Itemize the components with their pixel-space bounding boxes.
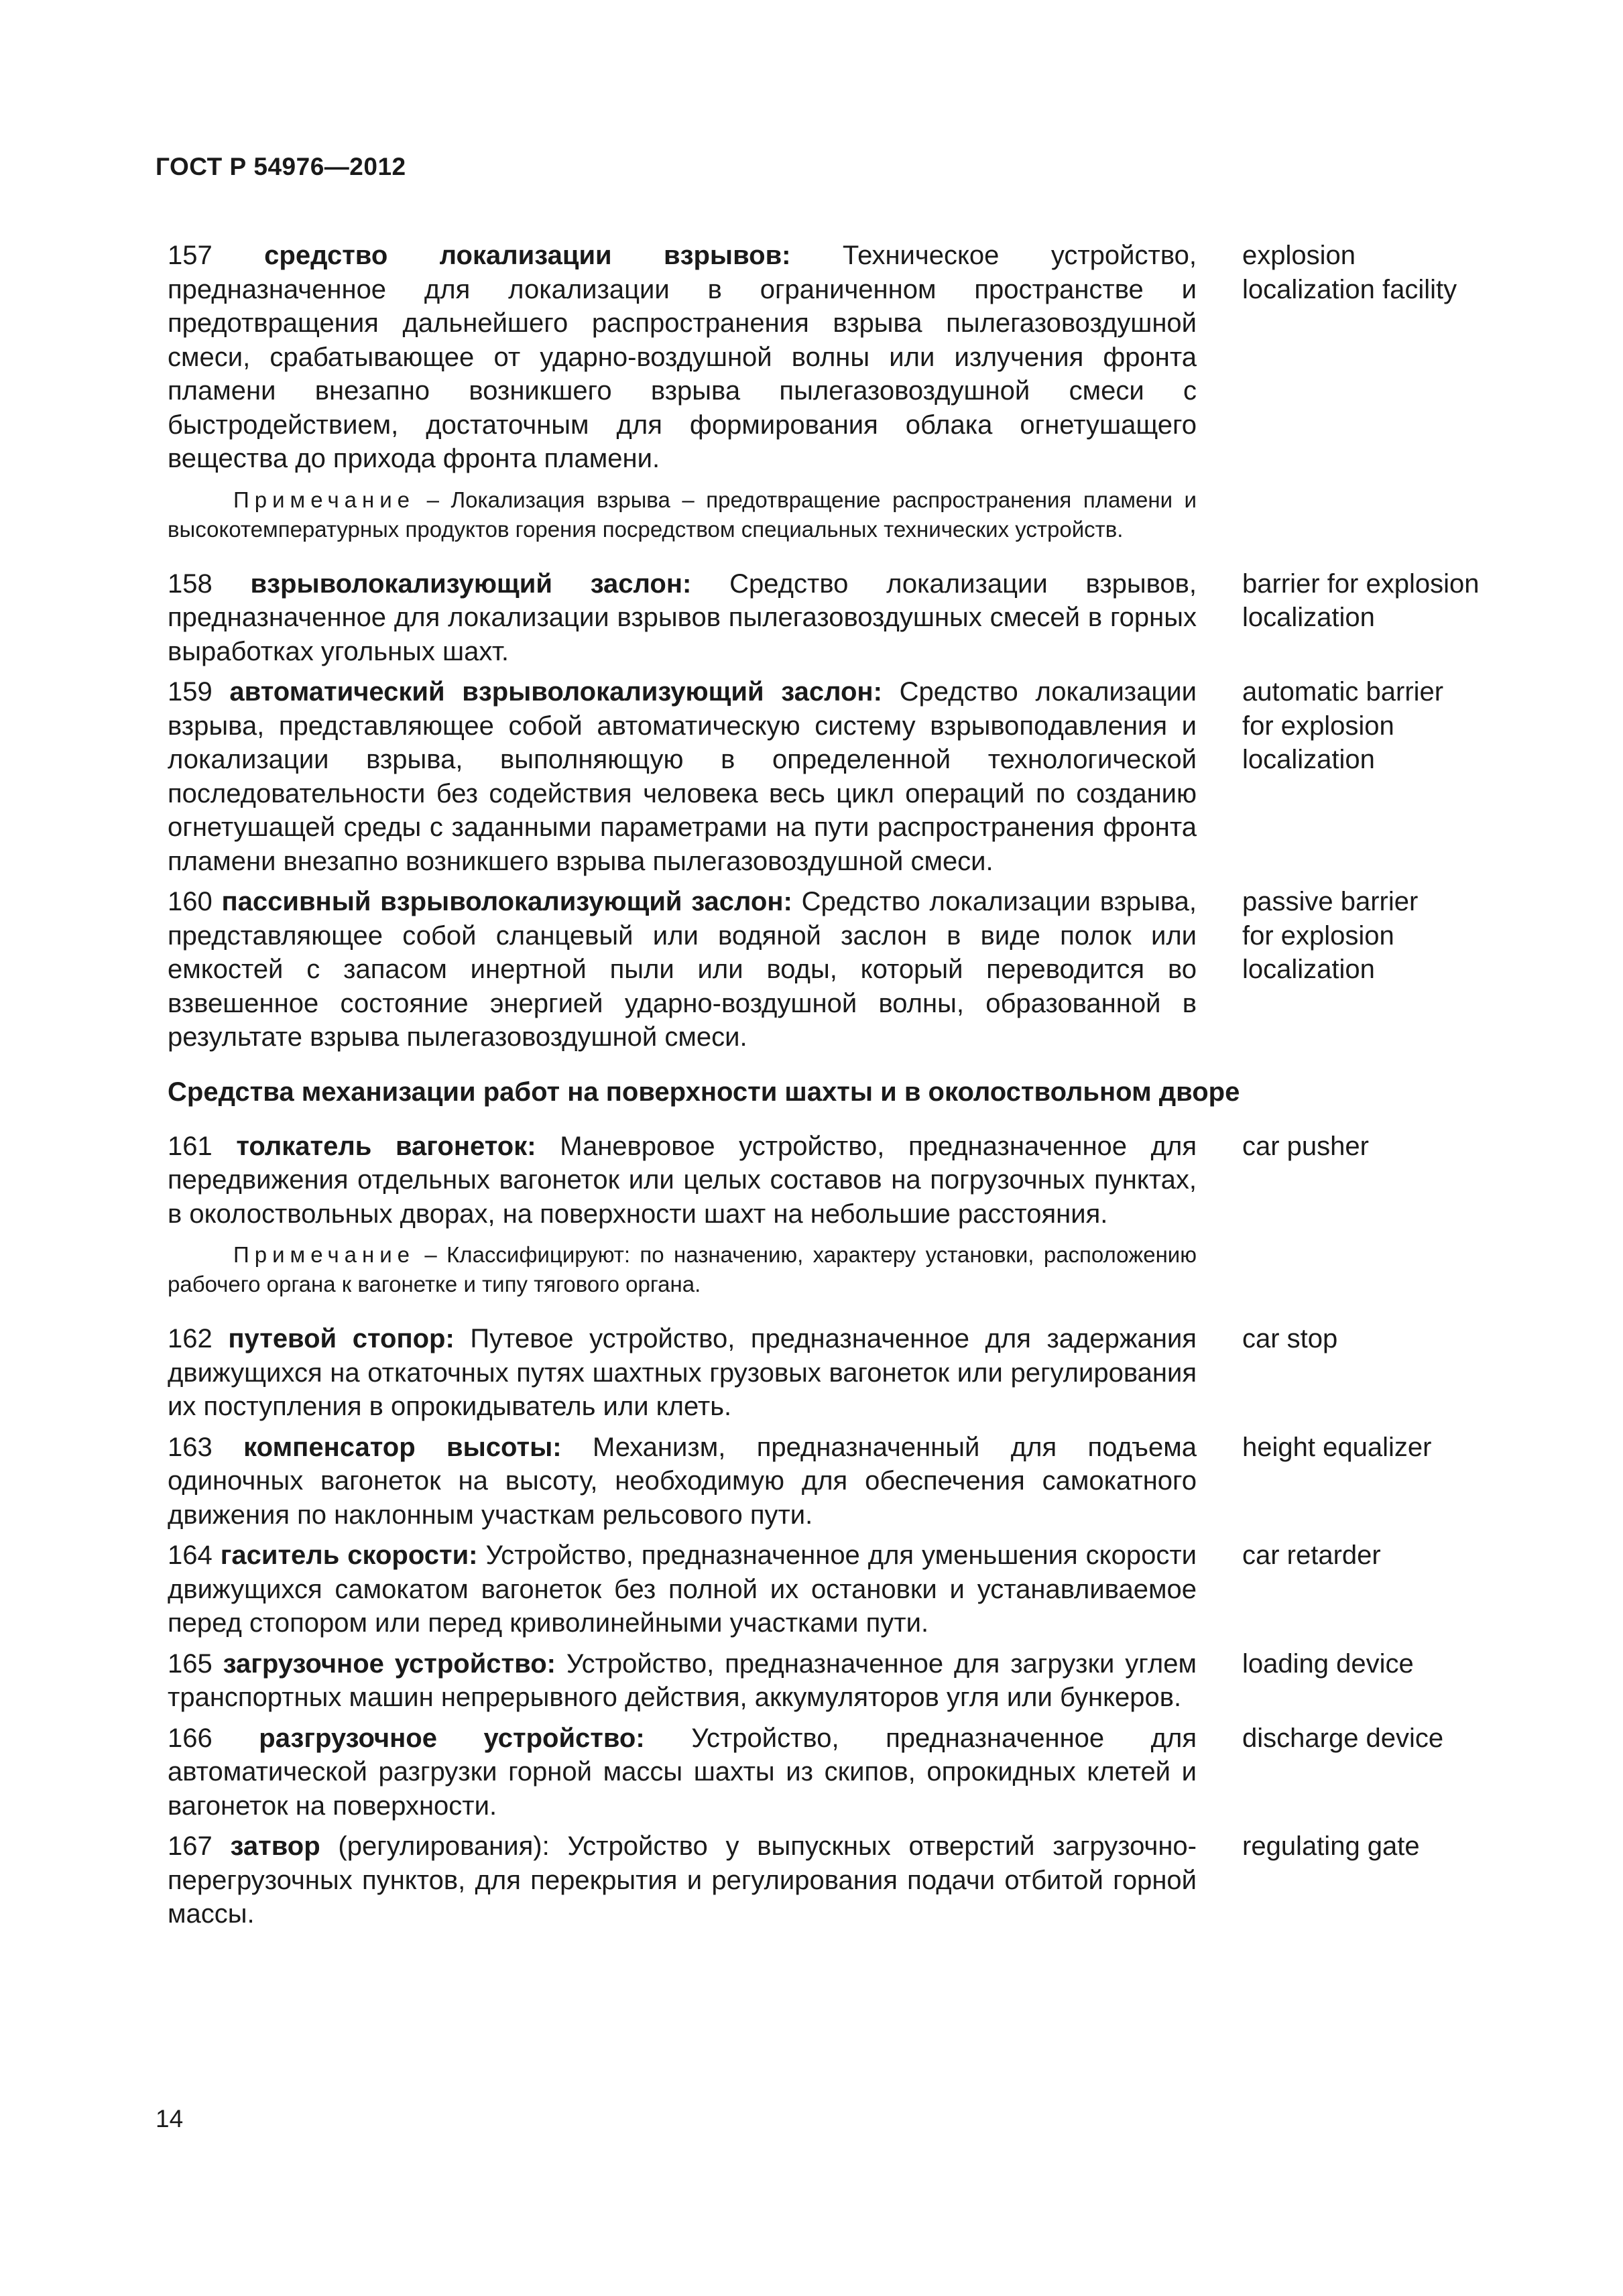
term-number: 162 bbox=[168, 1324, 213, 1353]
term-entry bbox=[168, 1431, 1528, 1532]
term-definition-block bbox=[168, 1538, 1197, 1640]
term-entry bbox=[168, 885, 1528, 1054]
term-name: разгрузочное устройство: bbox=[259, 1723, 645, 1753]
term-name: затвор bbox=[230, 1831, 320, 1861]
term-definition-block bbox=[168, 1721, 1197, 1823]
term-definition-block bbox=[168, 675, 1197, 878]
term-name: пассивный взрыволокализующий заслон: bbox=[221, 887, 792, 916]
term-name: загрузочное устройство: bbox=[223, 1648, 556, 1679]
term-name: средство локализации взрывов: bbox=[264, 241, 791, 270]
term-definition: Средство локализации взрывов, предназначенное для локализации взрывов пылегазовоздушных смесей в горных выработках угольных шахт. bbox=[168, 568, 1197, 666]
english-equivalent: car pusher bbox=[1242, 1131, 1369, 1161]
term-definition: Механизм, предназначенный для подъема одиночных вагонеток на высоту, необходимую для обеспечения самокатного движения по наклонным участкам рельсового пути. bbox=[168, 1432, 1197, 1530]
term-number: 166 bbox=[168, 1723, 213, 1753]
term-number: 163 bbox=[168, 1432, 213, 1462]
term-entry bbox=[168, 1647, 1528, 1715]
term-entry bbox=[168, 1130, 1528, 1231]
term-definition: Устройство, предназначенное для уменьшения скорости движущихся самокатом вагонеток без полной их остановки и устанавливаемое перед стопором или перед криволинейными участками пути. bbox=[168, 1540, 1197, 1638]
note-text: – Классифицируют: по назначению, характеру установки, расположению рабочего органа к вагонетке и типу тягового органа. bbox=[168, 1242, 1197, 1296]
term-definition: Техническое устройство, предназначенное для локализации в ограниченном пространстве и предотвращения дальнейшего распространения взрыва пылегазовоздушной смеси, срабатывающее от ударно-воздушной волны или излучения фронта пламени внезапно возникшего взрыва пылегазовоздушной смеси с быстродействием, достаточным для формирования облака огнетушащего вещества до прихода фронта пламени. bbox=[168, 241, 1197, 473]
term-definition-block bbox=[168, 1322, 1197, 1424]
term-entry bbox=[168, 239, 1528, 476]
term-definition: (регулирования): Устройство у выпускных отверстий загрузочно-перегрузочных пунктов, для перекрытия и регулирования подачи отбитой горной массы. bbox=[168, 1831, 1197, 1929]
english-equivalent: passive barrier for explosion localization bbox=[1242, 887, 1419, 984]
term-name: толкатель вагонеток: bbox=[236, 1131, 536, 1161]
term-entry bbox=[168, 1721, 1528, 1823]
term-name: взрыволокализующий заслон: bbox=[250, 568, 692, 599]
note bbox=[168, 1240, 1197, 1299]
term-number: 159 bbox=[168, 677, 213, 707]
term-definition: Устройство, предназначенное для автоматической разгрузки горной массы шахты из скипов, опрокидных клетей и вагонеток на поверхности. bbox=[168, 1723, 1197, 1821]
term-entry bbox=[168, 1829, 1528, 1931]
term-number: 158 bbox=[168, 568, 213, 599]
term-name: гаситель скорости: bbox=[220, 1540, 478, 1570]
term-number: 161 bbox=[168, 1131, 213, 1161]
term-definition-block bbox=[168, 885, 1197, 1054]
term-group bbox=[168, 1322, 1528, 1931]
note-label: Примечание bbox=[233, 487, 416, 512]
english-equivalent: barrier for explosion localization bbox=[1242, 568, 1480, 632]
term-definition: Средство локализации взрыва, представляющее собой сланцевый или водяной заслон в виде полок или емкостей с запасом инертной пыли или воды, который переводится во взвешенное состояние энергией ударно-воздушной волны, образованной в результате взрыва пылегазовоздушной смеси. bbox=[168, 887, 1197, 1052]
term-number: 165 bbox=[168, 1648, 213, 1679]
english-equivalent: car retarder bbox=[1242, 1540, 1381, 1570]
term-definition-block bbox=[168, 567, 1197, 669]
page-number: 14 bbox=[156, 2105, 184, 2132]
term-name: путевой стопор: bbox=[228, 1324, 455, 1353]
english-equivalent: loading device bbox=[1242, 1648, 1414, 1679]
term-name: автоматический взрыволокализующий заслон: bbox=[229, 677, 882, 707]
term-number: 164 bbox=[168, 1540, 213, 1570]
term-group bbox=[168, 239, 1528, 476]
english-equivalent: car stop bbox=[1242, 1324, 1338, 1353]
term-group bbox=[168, 567, 1528, 1054]
term-definition: Маневровое устройство, предназначенное для передвижения отдельных вагонеток или целых составов на погрузочных пунктах, в околоствольных дворах, на поверхности шахт на небольшие расстояния. bbox=[168, 1131, 1197, 1229]
english-equivalent: explosion localization facility bbox=[1242, 241, 1457, 304]
document-body bbox=[168, 239, 1528, 1938]
document-header: ГОСТ Р 54976—2012 bbox=[156, 153, 406, 180]
english-equivalent: height equalizer bbox=[1242, 1432, 1432, 1462]
section-heading: Средства механизации работ на поверхности шахты и в околоствольном дворе bbox=[168, 1077, 1240, 1107]
note bbox=[168, 485, 1197, 544]
english-equivalent: discharge device bbox=[1242, 1723, 1444, 1753]
term-entry bbox=[168, 1322, 1528, 1424]
term-number: 160 bbox=[168, 887, 213, 916]
note-label: Примечание bbox=[233, 1242, 416, 1267]
term-definition-block bbox=[168, 1829, 1197, 1931]
term-entry bbox=[168, 567, 1528, 669]
term-definition: Путевое устройство, предназначенное для задержания движущихся на откаточных путях шахтных грузовых вагонеток или регулирования их поступления в опрокидыватель или клеть. bbox=[168, 1324, 1197, 1421]
term-number: 167 bbox=[168, 1831, 213, 1861]
term-definition-block bbox=[168, 239, 1197, 476]
term-definition: Средство локализации взрыва, представляющее собой автоматическую систему взрывоподавления и локализации взрыва, выполняющую в определенной технологической последовательности без содействия человека весь цикл операций по созданию огнетушащей среды с заданными параметрами на пути распространения фронта пламени внезапно возникшего взрыва пылегазовоздушной смеси. bbox=[168, 677, 1197, 876]
term-number: 157 bbox=[168, 241, 213, 270]
term-definition-block bbox=[168, 1431, 1197, 1532]
term-entry bbox=[168, 1538, 1528, 1640]
note-text: – Локализация взрыва – предотвращение распространения пламени и высокотемпературных продуктов горения посредством специальных технических устройств. bbox=[168, 487, 1197, 542]
term-group bbox=[168, 1130, 1528, 1231]
term-entry bbox=[168, 675, 1528, 878]
term-definition-block bbox=[168, 1130, 1197, 1231]
term-definition: Устройство, предназначенное для загрузки углем транспортных машин непрерывного действия, аккумуляторов угля или бункеров. bbox=[168, 1648, 1197, 1712]
english-equivalent: regulating gate bbox=[1242, 1831, 1420, 1861]
term-name: компенсатор высоты: bbox=[243, 1432, 562, 1462]
term-definition-block bbox=[168, 1647, 1197, 1715]
english-equivalent: automatic barrier for explosion localization bbox=[1242, 677, 1444, 774]
